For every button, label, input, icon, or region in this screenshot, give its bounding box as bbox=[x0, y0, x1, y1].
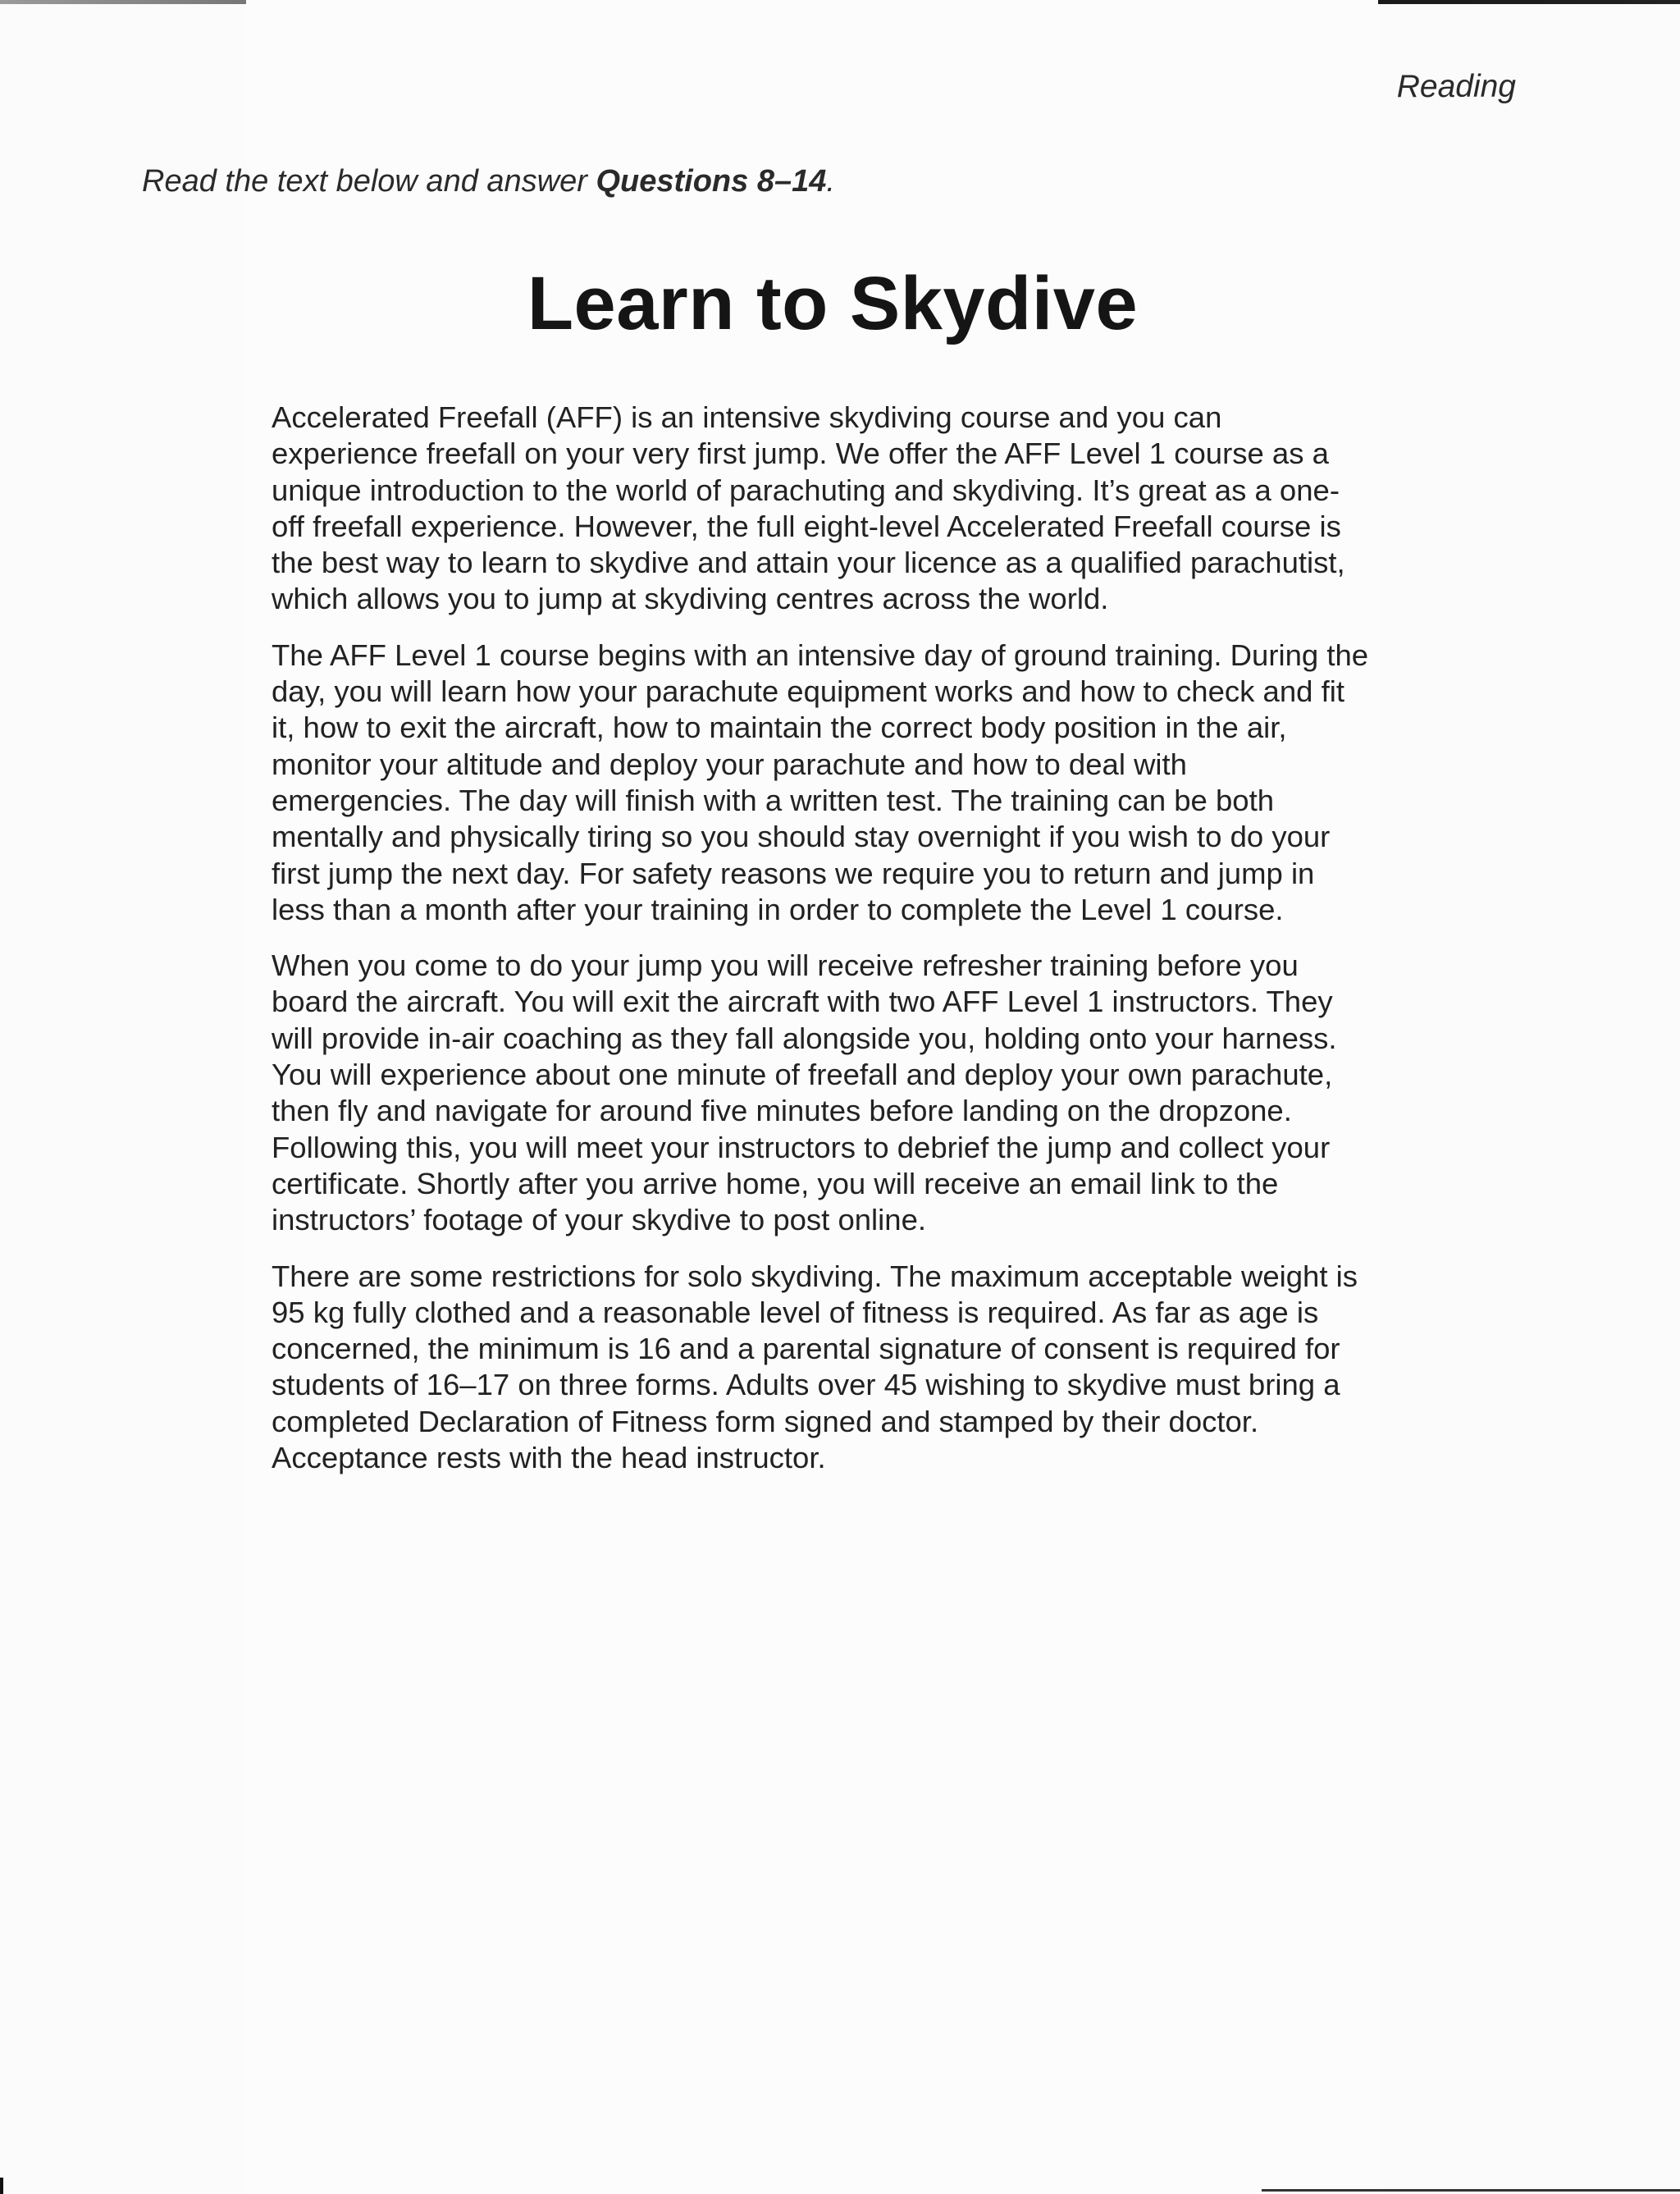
instruction-questions: Questions 8–14 bbox=[596, 164, 827, 199]
article-title: Learn to Skydive bbox=[527, 262, 1139, 345]
scan-bottom-edge bbox=[1262, 2189, 1680, 2192]
scan-corner-mark bbox=[0, 2178, 3, 2194]
article-paragraph-2: The AFF Level 1 course begins with an intensive day of ground training. During the day, you will learn how your parachute equipment works and how to check and fit it, how to exit the aircraft, how to maintain the correct body position in the air, monitor your altitude and deploy your parachute and how to deal with emergencies. The day will finish with a written test. The training can be both mentally and physically tiring so you should stay overnight if you wish to do your first jump the next day. For safety reasons we require you to return and jump in less than a month after your training in order to complete the Level 1 course. bbox=[272, 638, 1369, 926]
article-paragraph-4: There are some restrictions for solo skydiving. The maximum acceptable weight is 95 kg fully clothed and a reasonable level of fitness is required. As far as age is concerned, the minimum is 16 and a parental signature of consent is required for students of 16–17 on three forms. Adults over 45 wishing to skydive must bring a completed Declaration of Fitness form signed and stamped by their doctor. Acceptance rests with the head instructor. bbox=[272, 1259, 1358, 1475]
article-paragraph-3: When you come to do your jump you will receive refresher training before you board the aircraft. You will exit the aircraft with two AFF Level 1 instructors. They will provide in-air coaching as they fall alongside you, holding onto your harness. You will experience about one minute of freefall and deploy your own parachute, then fly and navigate for around five minutes before landing on the dropzone. Following this, you will meet your instructors to debrief the jump and collect your certificate. Shortly after you arrive home, you will receive an email link to the instructors’ footage of your skydive to post online. bbox=[272, 948, 1337, 1237]
instruction-suffix: . bbox=[826, 164, 835, 199]
article-body bbox=[272, 400, 1371, 1496]
section-label: Reading bbox=[1396, 69, 1516, 104]
instruction-line bbox=[142, 164, 835, 199]
instruction-prefix: Read the text below and answer bbox=[142, 164, 596, 199]
article-paragraph-1: Accelerated Freefall (AFF) is an intensive skydiving course and you can experience freefall on your very first jump. We offer the AFF Level 1 course as a unique introduction to the world of parachuting and skydiving. It’s great as a one-off freefall experience. However, the full eight-level Accelerated Freefall course is the best way to learn to skydive and attain your licence as a qualified parachutist, which allows you to jump at skydiving centres across the world. bbox=[272, 400, 1345, 616]
